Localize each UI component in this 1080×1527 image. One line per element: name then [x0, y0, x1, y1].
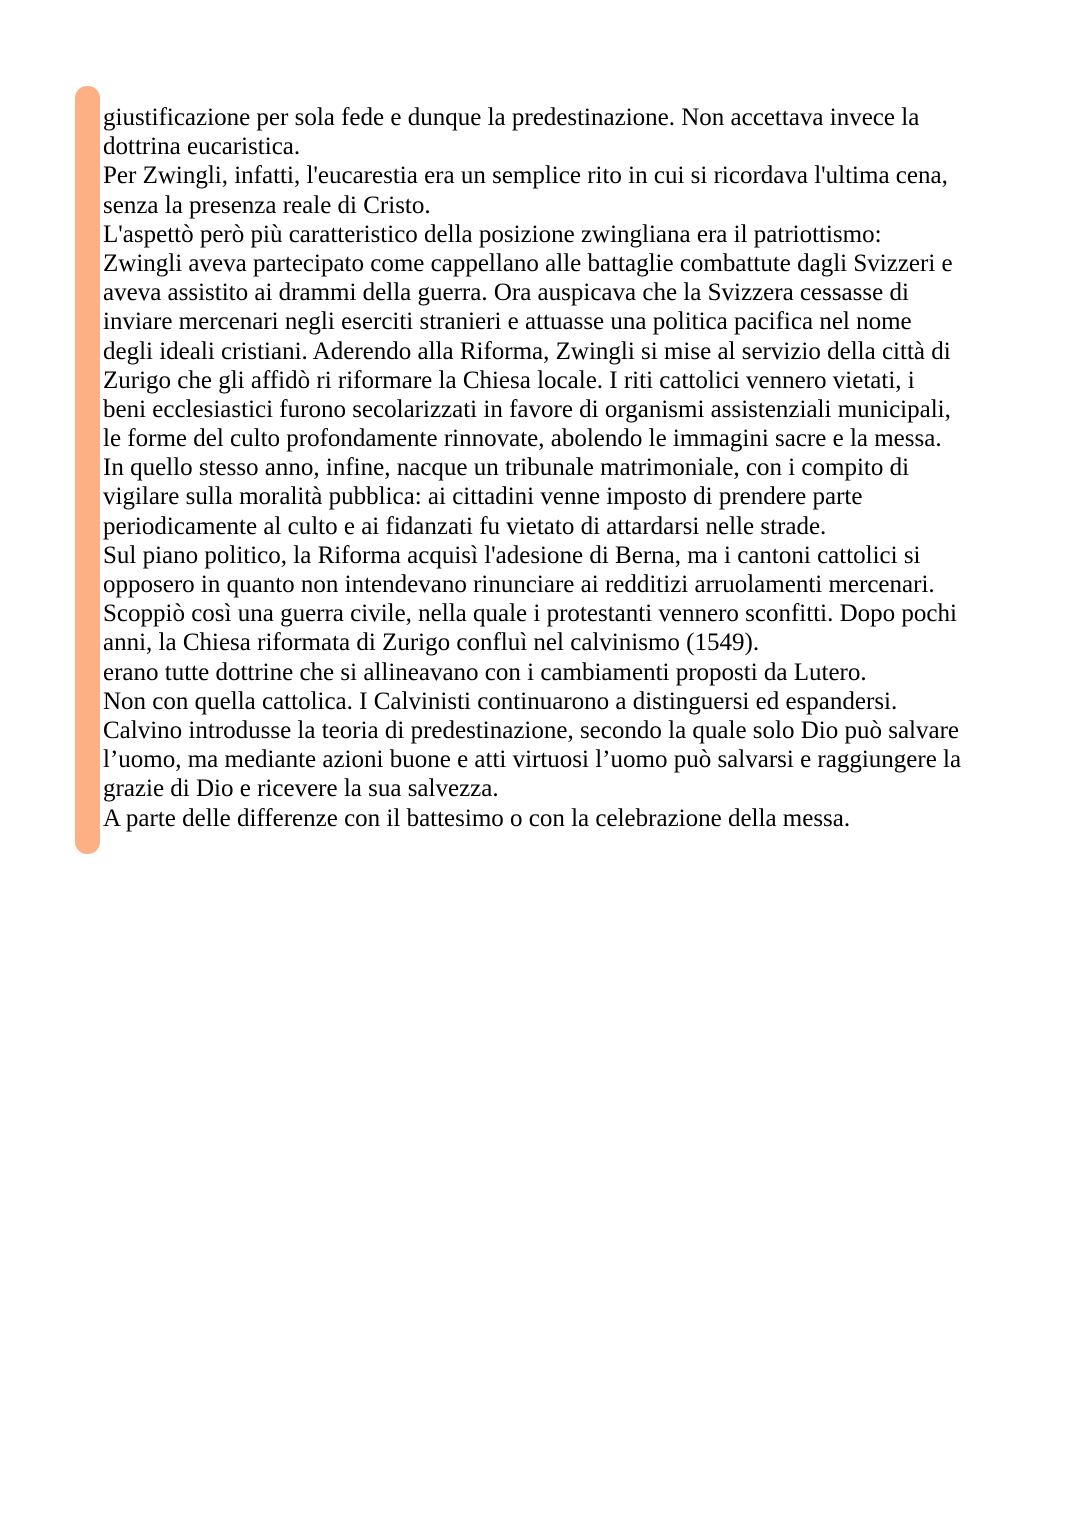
text-line: aveva assistito ai drammi della guerra. Ora auspicava che la Svizzera cessasse di	[103, 279, 909, 307]
text-block	[103, 103, 1003, 833]
text-line: inviare mercenari negli eserciti stranieri e attuasse una politica pacifica nel nome	[103, 308, 912, 336]
text-line: grazie di Dio e ricevere la sua salvezza.	[103, 775, 499, 803]
text-line: periodicamente al culto e ai fidanzati fu vietato di attardarsi nelle strade.	[103, 512, 827, 540]
highlight-bar	[75, 86, 100, 854]
text-line: Zurigo che gli affidò ri riformare la Chiesa locale. I riti cattolici vennero vietati, i	[103, 366, 915, 394]
text-line: In quello stesso anno, infine, nacque un tribunale matrimoniale, con i compito di	[103, 454, 910, 482]
text-line: L'aspettò però più caratteristico della posizione zwingliana era il patriottismo:	[103, 220, 882, 248]
text-line: Sul piano politico, la Riforma acquisì l'adesione di Berna, ma i cantoni cattolici si	[103, 541, 921, 569]
text-line: opposero in quanto non intendevano rinunciare ai redditizi arruolamenti mercenari.	[103, 571, 935, 598]
text-line: dottrina eucaristica.	[103, 133, 301, 161]
text-line: giustificazione per sola fede e dunque la predestinazione. Non accettava invece la	[103, 104, 920, 131]
text-line: beni ecclesiastici furono secolarizzati in favore di organismi assistenziali municipali,	[103, 395, 951, 423]
text-line: Per Zwingli, infatti, l'eucarestia era un semplice rito in cui si ricordava l'ultima cena,	[103, 162, 948, 190]
text-line: senza la presenza reale di Cristo.	[103, 191, 431, 219]
text-line: Zwingli aveva partecipato come cappellano alle battaglie combattute dagli Svizzeri e	[103, 249, 953, 277]
text-line: Non con quella cattolica. I Calvinisti continuarono a distinguersi ed espandersi.	[103, 687, 898, 715]
text-line: anni, la Chiesa riformata di Zurigo confluì nel calvinismo (1549).	[103, 629, 760, 657]
text-line: vigilare sulla moralità pubblica: ai cittadini venne imposto di prendere parte	[103, 483, 863, 511]
text-line: A parte delle differenze con il battesimo o con la celebrazione della messa.	[103, 804, 851, 832]
text-line: Calvino introdusse la teoria di predestinazione, secondo la quale solo Dio può salvare	[103, 716, 960, 744]
text-line: degli ideali cristiani. Aderendo alla Riforma, Zwingli si mise al servizio della città di	[103, 337, 951, 365]
text-line: erano tutte dottrine che si allineavano con i cambiamenti proposti da Lutero.	[103, 658, 867, 686]
text-line: l’uomo, ma mediante azioni buone e atti virtuosi l’uomo può salvarsi e raggiungere la	[103, 746, 962, 774]
text-line: Scoppiò così una guerra civile, nella quale i protestanti vennero sconfitti. Dopo pochi	[103, 600, 957, 628]
text-line: le forme del culto profondamente rinnovate, abolendo le immagini sacre e la messa.	[103, 425, 942, 453]
